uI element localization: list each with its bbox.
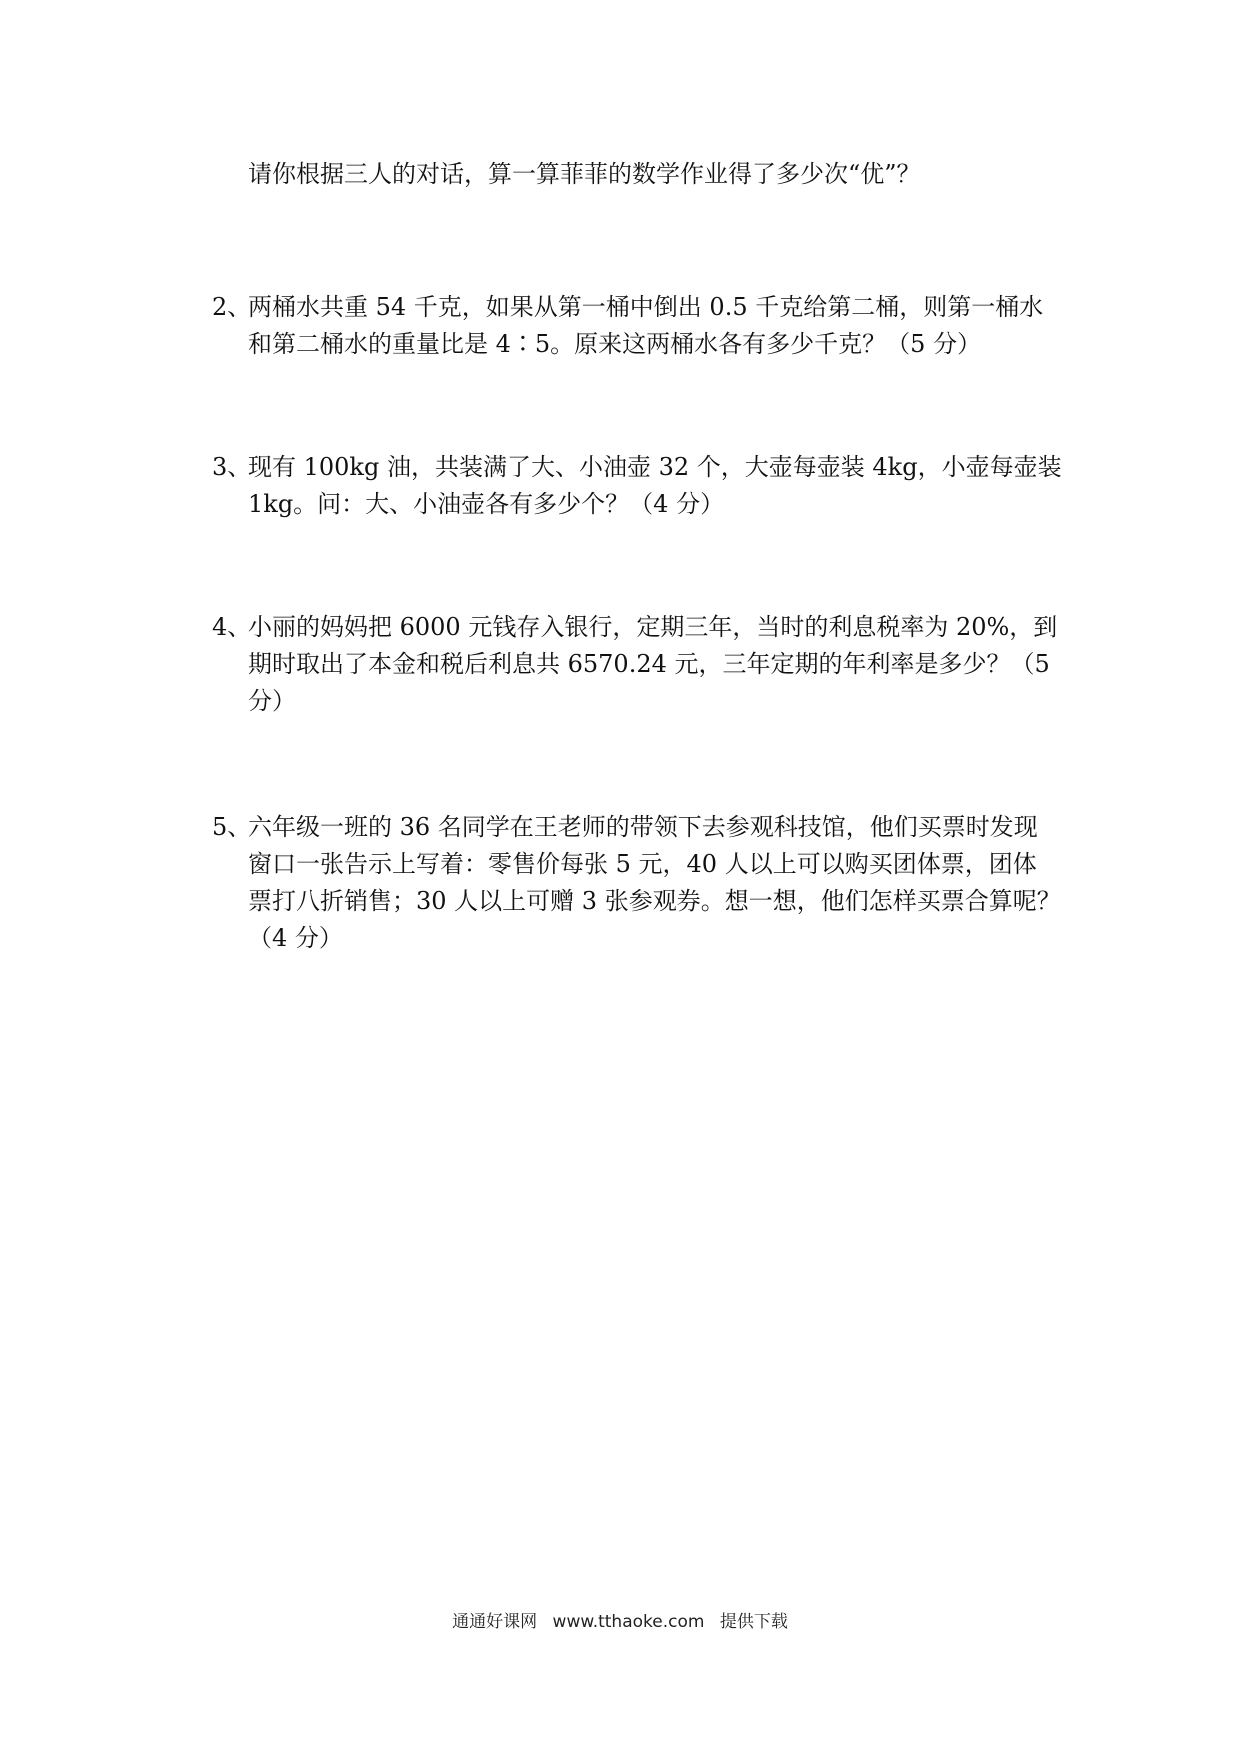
problem-3 bbox=[212, 449, 1062, 523]
footer-site-name: 通通好课网 bbox=[452, 1612, 538, 1632]
problem-text-line: 票打八折销售；30 人以上可赠 3 张参观券。想一想，他们怎样买票合算呢？ bbox=[248, 887, 1061, 915]
problem-number: 5、 bbox=[212, 813, 252, 841]
footer-suffix: 提供下载 bbox=[719, 1612, 788, 1632]
problem-text-line: 1kg。问：大、小油壶各有多少个？（4 分） bbox=[248, 490, 725, 518]
problem-text-line: 窗口一张告示上写着：零售价每张 5 元，40 人以上可以购买团体票，团体 bbox=[248, 850, 1037, 878]
problem-5 bbox=[212, 809, 1061, 957]
page-footer bbox=[0, 1610, 1240, 1634]
problem-text-line: 期时取出了本金和税后利息共 6570.24 元，三年定期的年利率是多少？（5 bbox=[248, 650, 1050, 678]
problem-1-question: 请你根据三人的对话，算一算菲菲的数学作业得了多少次“优”？ bbox=[248, 160, 921, 188]
problem-number: 4、 bbox=[212, 613, 252, 641]
problem-number: 3、 bbox=[212, 453, 252, 481]
problem-4 bbox=[212, 609, 1058, 720]
problem-text-line: 和第二桶水的重量比是 4∶5。原来这两桶水各有多少千克？（5 分） bbox=[248, 330, 982, 358]
problem-text-line: 两桶水共重 54 千克，如果从第一桶中倒出 0.5 千克给第二桶，则第一桶水 bbox=[248, 293, 1044, 321]
problem-text-line: 六年级一班的 36 名同学在王老师的带领下去参观科技馆，他们买票时发现 bbox=[248, 813, 1038, 841]
footer-url: www.tthaoke.com bbox=[552, 1612, 705, 1632]
problem-text-line: 小丽的妈妈把 6000 元钱存入银行，定期三年，当时的利息税率为 20%，到 bbox=[248, 613, 1058, 641]
problem-text-line: （4 分） bbox=[248, 924, 343, 952]
problem-text-line: 分） bbox=[248, 687, 296, 715]
problem-number: 2、 bbox=[212, 293, 252, 321]
problem-2 bbox=[212, 289, 1050, 363]
problem-text-line: 现有 100kg 油，共装满了大、小油壶 32 个，大壶每壶装 4kg，小壶每壶装 bbox=[248, 453, 1062, 481]
